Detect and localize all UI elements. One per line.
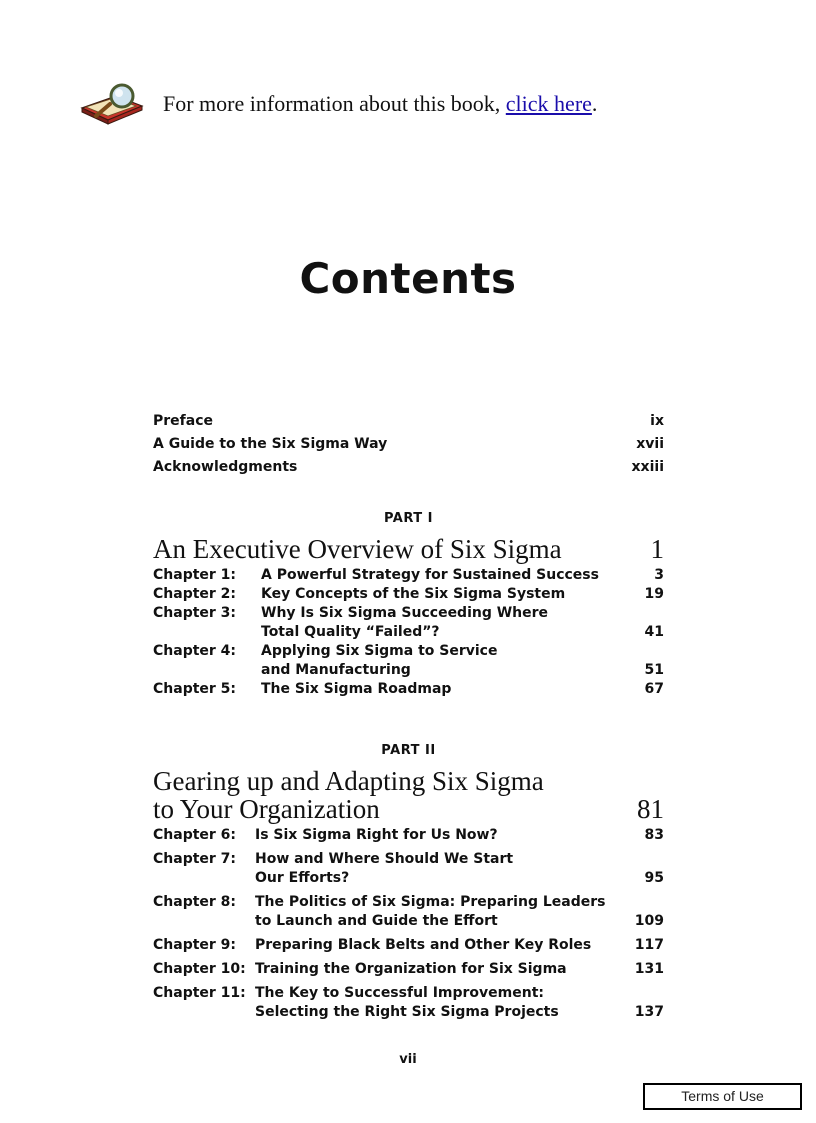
chapter-entry-8[interactable] bbox=[153, 893, 664, 931]
part-title-line: Gearing up and Adapting Six Sigma bbox=[153, 766, 544, 796]
page-number: vii bbox=[399, 1052, 417, 1067]
chapter-title: Key Concepts of the Six Sigma System bbox=[261, 586, 566, 602]
chapter-label: Chapter 8: bbox=[153, 894, 237, 910]
chapter-title: Preparing Black Belts and Other Key Roles bbox=[255, 937, 592, 953]
chapter-title-line: and Manufacturing bbox=[261, 662, 411, 678]
part-title[interactable] bbox=[153, 767, 664, 823]
chapter-page: 137 bbox=[634, 1004, 664, 1020]
chapter-entry-7[interactable] bbox=[153, 850, 664, 888]
part-title-text bbox=[153, 767, 544, 823]
toc-entry-acknowledgments[interactable] bbox=[153, 456, 664, 479]
chapter-title-line: The Politics of Six Sigma: Preparing Leaders bbox=[255, 894, 606, 910]
chapter-label: Chapter 3: bbox=[153, 605, 237, 621]
chapter-title-line: to Launch and Guide the Effort bbox=[255, 913, 498, 929]
chapter-page: 109 bbox=[634, 913, 664, 929]
info-text-before: For more information about this book, bbox=[163, 91, 506, 116]
chapter-entry-3[interactable] bbox=[153, 604, 664, 642]
chapter-page: 3 bbox=[654, 567, 664, 583]
toc-entry-guide[interactable] bbox=[153, 433, 664, 456]
chapter-label: Chapter 9: bbox=[153, 937, 237, 953]
chapter-page: 131 bbox=[634, 961, 664, 977]
chapter-page: 51 bbox=[644, 662, 664, 678]
toc-entry-page: xvii bbox=[636, 436, 664, 452]
chapter-title-line: The Key to Successful Improvement: bbox=[255, 985, 545, 1001]
chapter-page: 83 bbox=[644, 827, 664, 843]
chapter-title bbox=[261, 642, 645, 680]
part-title[interactable] bbox=[153, 535, 664, 563]
toc-entry-preface[interactable] bbox=[153, 410, 664, 433]
chapter-entry-9[interactable] bbox=[153, 936, 664, 955]
chapter-title-line: Applying Six Sigma to Service bbox=[261, 643, 498, 659]
toc-entry-label: Preface bbox=[153, 413, 213, 429]
chapter-label: Chapter 7: bbox=[153, 851, 237, 867]
part-page: 81 bbox=[637, 794, 664, 824]
chapter-title-line: Why Is Six Sigma Succeeding Where bbox=[261, 605, 549, 621]
part-title-line: to Your Organization bbox=[153, 794, 380, 824]
info-text-after: . bbox=[591, 91, 598, 116]
chapter-label: Chapter 10: bbox=[153, 961, 246, 977]
page-title: Contents bbox=[299, 254, 517, 303]
chapter-page: 19 bbox=[644, 586, 664, 602]
chapter-page: 95 bbox=[644, 870, 664, 886]
chapter-entry-11[interactable] bbox=[153, 984, 664, 1022]
chapter-title bbox=[261, 604, 645, 642]
part-2-section bbox=[153, 743, 664, 1022]
chapter-page: 41 bbox=[644, 624, 664, 640]
chapter-title-line: Our Efforts? bbox=[255, 870, 350, 886]
part-label: PART I bbox=[383, 511, 434, 526]
chapter-title bbox=[255, 850, 645, 888]
chapter-title bbox=[255, 984, 635, 1022]
chapter-label: Chapter 1: bbox=[153, 567, 237, 583]
terms-of-use-button[interactable]: Terms of Use bbox=[643, 1083, 802, 1110]
chapter-label: Chapter 5: bbox=[153, 681, 237, 697]
toc-entry-label: A Guide to the Six Sigma Way bbox=[153, 436, 388, 452]
part-label: PART II bbox=[381, 743, 436, 758]
toc-entry-page: xxiii bbox=[631, 459, 664, 475]
front-matter-list bbox=[153, 410, 664, 479]
chapter-label: Chapter 4: bbox=[153, 643, 237, 659]
toc-entry-page: ix bbox=[650, 413, 664, 429]
chapter-entry-2[interactable] bbox=[153, 585, 664, 604]
chapter-page: 117 bbox=[634, 937, 664, 953]
chapter-title-line: Total Quality “Failed”? bbox=[261, 624, 440, 640]
chapter-entry-4[interactable] bbox=[153, 642, 664, 680]
chapter-entry-1[interactable] bbox=[153, 566, 664, 585]
info-line bbox=[80, 82, 597, 126]
click-here-link[interactable]: click here bbox=[505, 91, 592, 116]
chapter-title bbox=[255, 893, 635, 931]
chapter-title: Is Six Sigma Right for Us Now? bbox=[255, 827, 498, 843]
book-magnifier-icon bbox=[80, 82, 152, 126]
toc-entry-label: Acknowledgments bbox=[153, 459, 298, 475]
chapter-entry-5[interactable] bbox=[153, 680, 664, 699]
chapter-label: Chapter 6: bbox=[153, 827, 237, 843]
info-text bbox=[163, 91, 597, 117]
chapter-title-line: Selecting the Right Six Sigma Projects bbox=[255, 1004, 559, 1020]
chapter-label: Chapter 11: bbox=[153, 985, 246, 1001]
chapter-page: 67 bbox=[644, 681, 664, 697]
chapter-title-line: How and Where Should We Start bbox=[255, 851, 514, 867]
chapter-label: Chapter 2: bbox=[153, 586, 237, 602]
chapter-entry-10[interactable] bbox=[153, 960, 664, 979]
chapter-title: The Six Sigma Roadmap bbox=[261, 681, 452, 697]
chapter-title: Training the Organization for Six Sigma bbox=[255, 961, 567, 977]
chapter-title: A Powerful Strategy for Sustained Success bbox=[261, 567, 599, 583]
part-page: 1 bbox=[650, 534, 664, 564]
part-1-section bbox=[153, 511, 664, 699]
part-title-text: An Executive Overview of Six Sigma bbox=[153, 534, 562, 564]
chapter-entry-6[interactable] bbox=[153, 826, 664, 845]
